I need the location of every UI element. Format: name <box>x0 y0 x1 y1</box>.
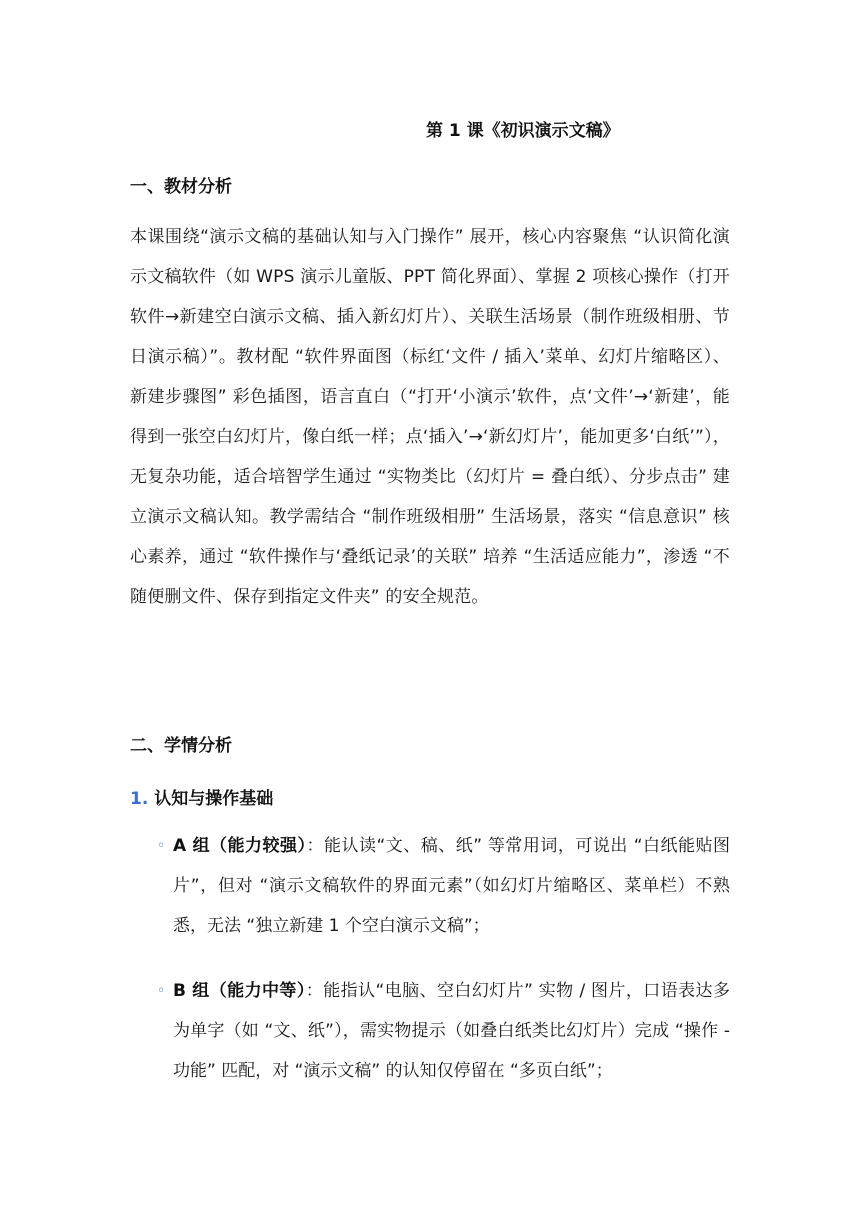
document-title-text: 第 1 课《初识演示文稿》 <box>426 121 620 141</box>
group-a-description: ：能认读“文、稿、纸” 等常用词，可说出 “白纸能贴图片”，但对 “演示文稿软件的界面元素”（如幻灯片缩略区、菜单栏）不熟悉，无法 “独立新建 1 个空白演示文稿”； <box>173 836 730 936</box>
subsection-number: 1. <box>130 789 149 809</box>
bullet-circle-icon: ◦ <box>157 983 166 999</box>
list-item-group-b <box>157 971 730 1091</box>
list-item-text <box>157 826 730 946</box>
list-item-group-a <box>157 826 730 946</box>
group-a-label: A 组（能力较强） <box>173 836 307 856</box>
group-b-description: ：能指认“电脑、空白幻灯片” 实物 / 图片，口语表达多为单字（如 “文、纸”），需实物提示（如叠白纸类比幻灯片）完成 “操作 - 功能” 匹配，对 “演示文稿” 的认知仅停留在 “多页白纸”； <box>173 981 730 1081</box>
section-heading-learner-analysis: 二、学情分析 <box>130 736 232 756</box>
group-b-label: B 组（能力中等） <box>173 981 306 1001</box>
list-item-text <box>157 971 730 1091</box>
section-heading-textbook-analysis: 一、教材分析 <box>130 177 232 197</box>
subsection-heading-cognitive-basis <box>130 784 273 809</box>
textbook-analysis-paragraph: 本课围绕“演示文稿的基础认知与入门操作” 展开，核心内容聚焦 “认识简化演示文稿软件（如 WPS 演示儿童版、PPT 简化界面）、掌握 2 项核心操作（打开软件→新建空白演示文稿、插入新幻灯片）、关联生活场景（制作班级相册、节日演示稿）”。教材配 “软件界面图（标红‘文件 / 插入’菜单、幻灯片缩略区）、新建步骤图” 彩色插图，语言直白（“打开‘小演示’软件，点‘文件’→‘新建’，能得到一张空白幻灯片，像白纸一样；点‘插入’→‘新幻灯片’，能加更多‘白纸’”），无复杂功能，适合培智学生通过 “实物类比（幻灯片 = 叠白纸）、分步点击” 建立演示文稿认知。教学需结合 “制作班级相册” 生活场景，落实 “信息意识” 核心素养，通过 “软件操作与‘叠纸记录’的关联” 培养 “生活适应能力”，渗透 “不随便删文件、保存到指定文件夹” 的安全规范。 <box>130 227 730 607</box>
bullet-circle-icon: ◦ <box>157 838 166 854</box>
subsection-label: 认知与操作基础 <box>154 789 274 809</box>
